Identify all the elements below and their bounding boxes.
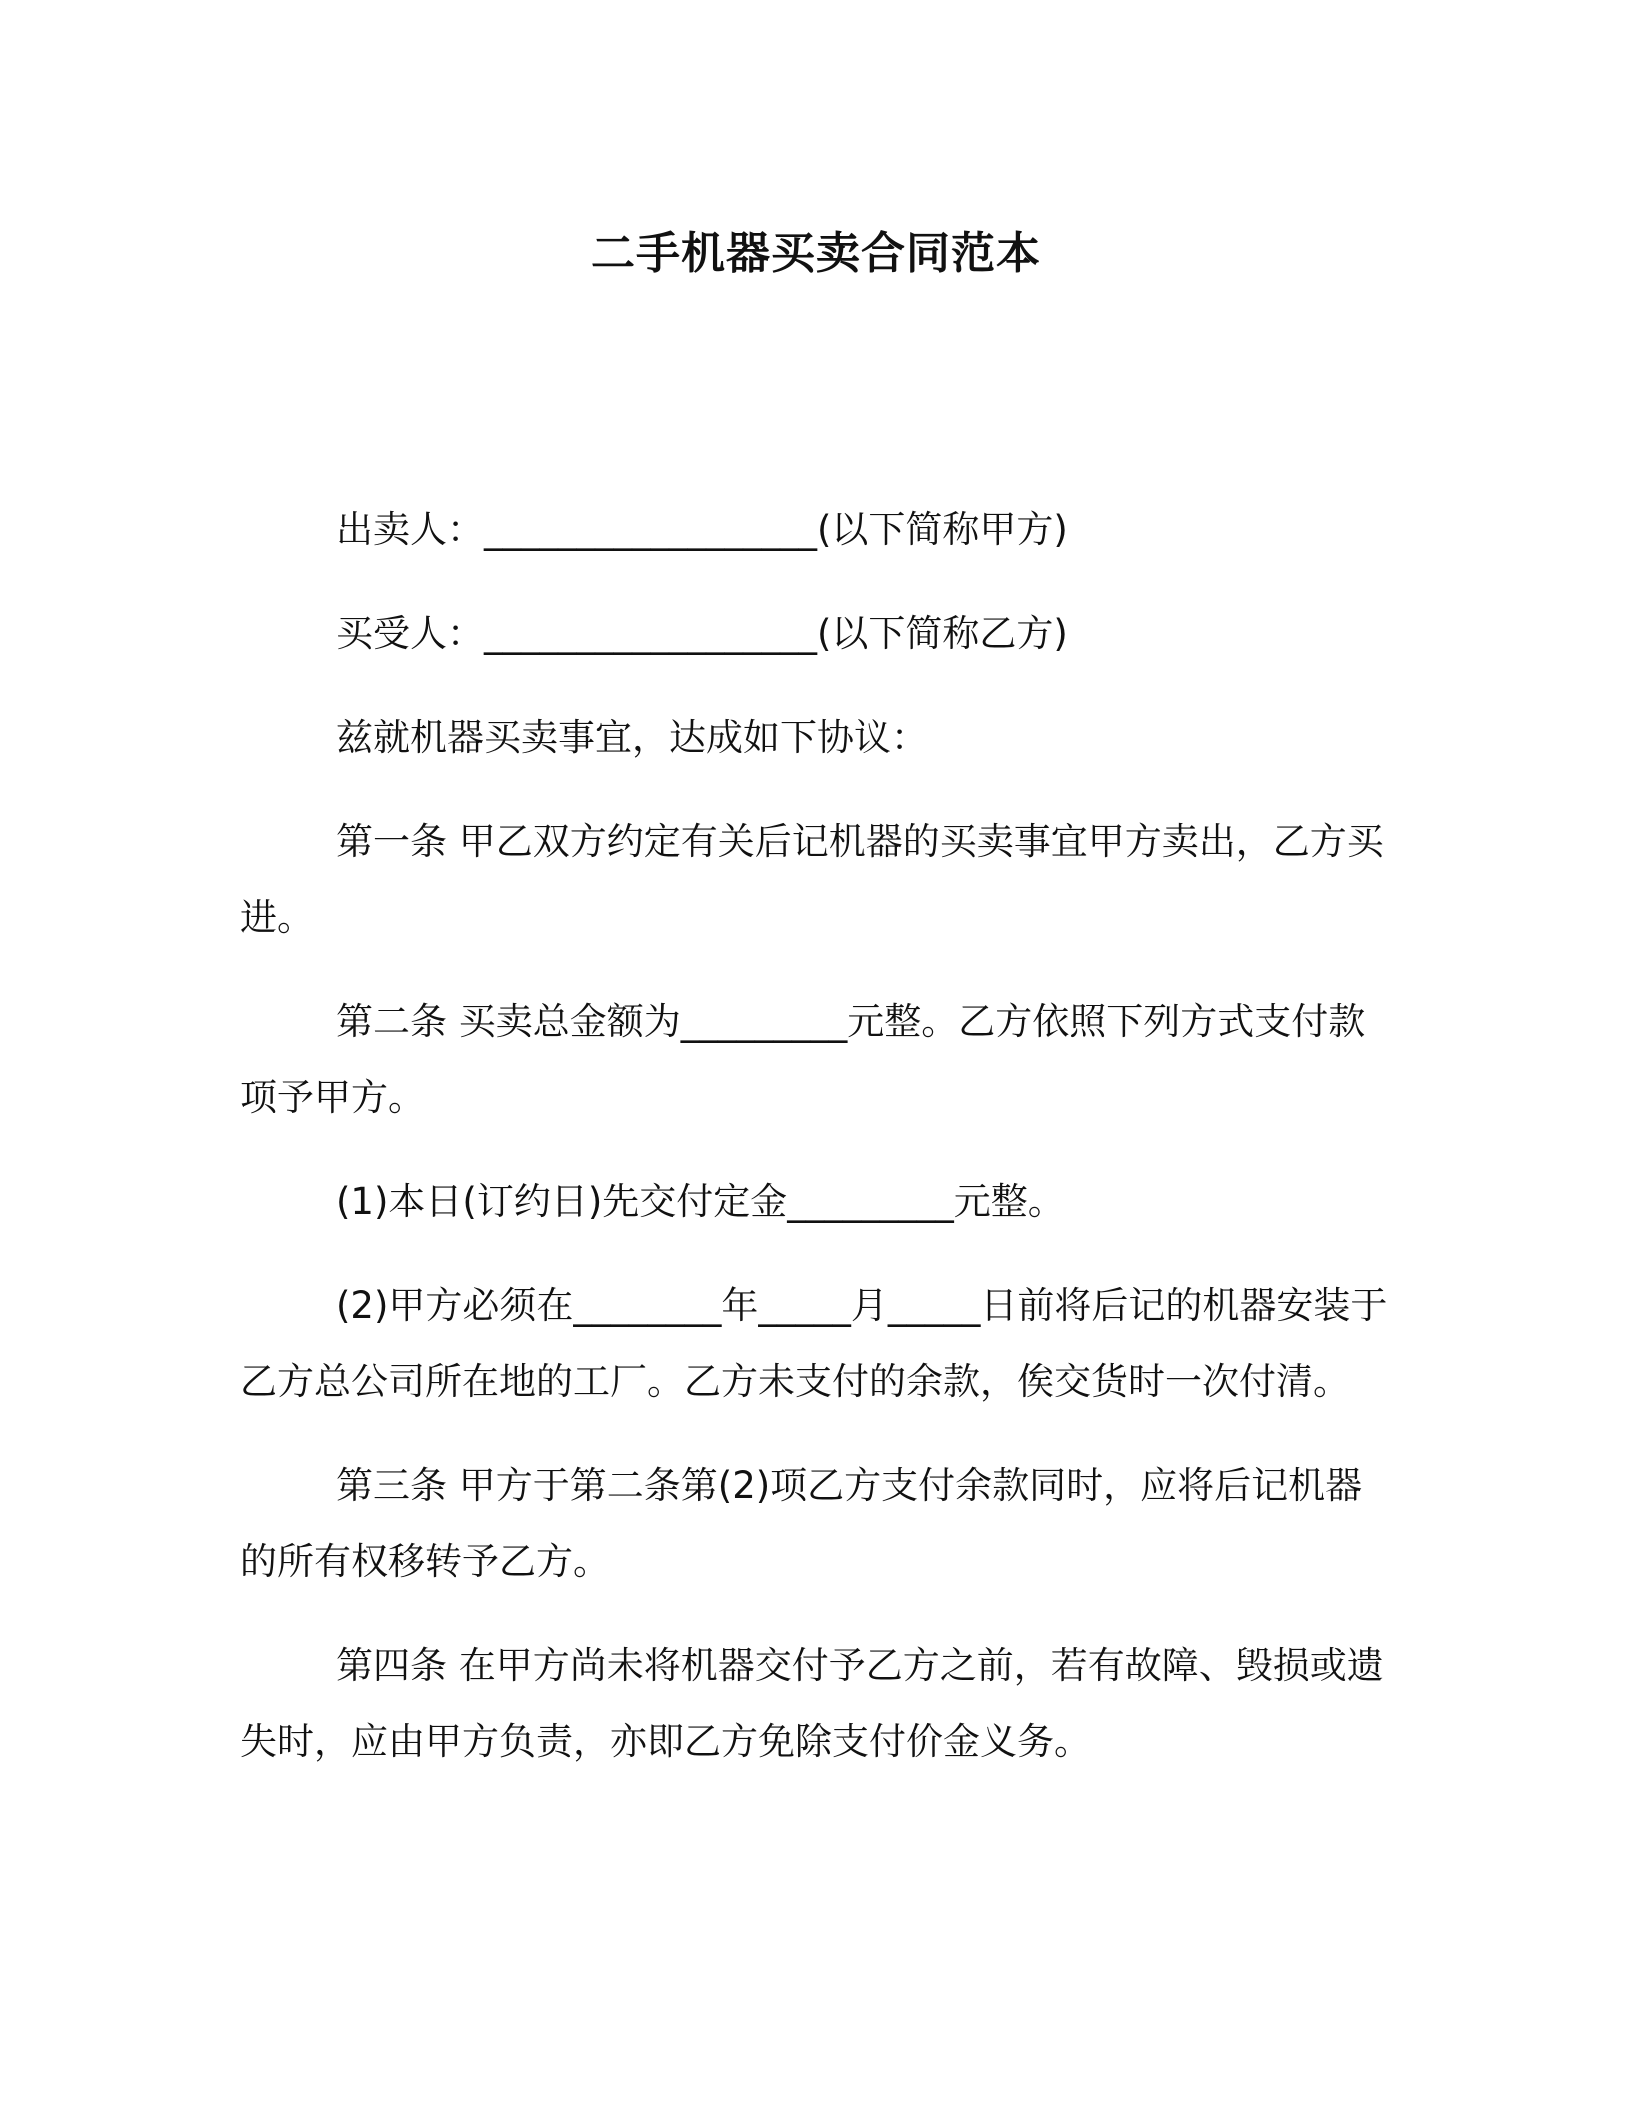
document-title: 二手机器买卖合同范本 — [591, 228, 1041, 279]
article-2-item-1: (1)本日(订约日)先交付定金_________元整。 — [336, 1180, 1065, 1223]
article-4: 第四条 在甲方尚未将机器交付予乙方之前，若有故障、毁损或遗失时，应由甲方负责，亦即乙方免除支付价金义务。 — [240, 1644, 1384, 1763]
document-body — [240, 492, 1390, 1808]
article-2-item-2: (2)甲方必须在________年_____月_____日前将后记的机器安装于乙方总公司所在地的工厂。乙方未支付的余款，俟交货时一次付清。 — [240, 1284, 1388, 1403]
buyer-line: 买受人：__________________(以下简称乙方) — [336, 612, 1068, 655]
article-1: 第一条 甲乙双方约定有关后记机器的买卖事宜甲方卖出，乙方买进。 — [240, 820, 1384, 939]
agreement-intro: 兹就机器买卖事宜，达成如下协议： — [336, 716, 928, 759]
article-3: 第三条 甲方于第二条第(2)项乙方支付余款同时，应将后记机器的所有权移转予乙方。 — [240, 1464, 1363, 1583]
seller-line: 出卖人：__________________(以下简称甲方) — [336, 508, 1068, 551]
article-2: 第二条 买卖总金额为_________元整。乙方依照下列方式支付款项予甲方。 — [240, 1000, 1366, 1119]
